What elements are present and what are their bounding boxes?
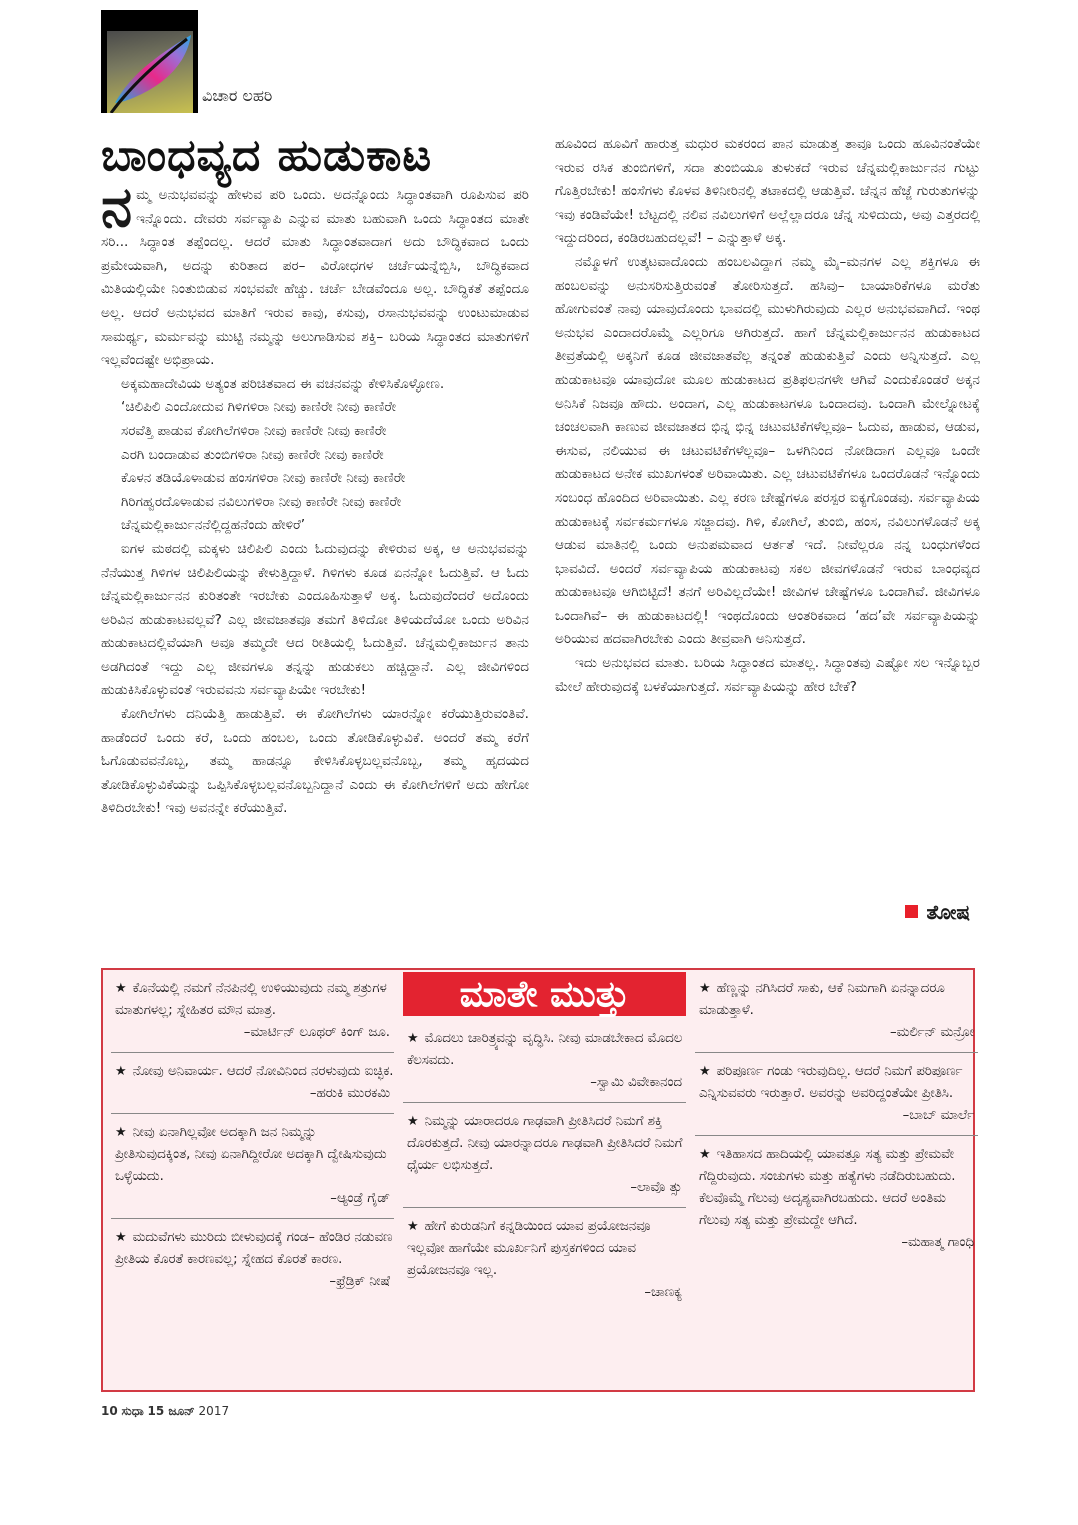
quotes-box [101, 968, 975, 1392]
quote-item: ★ ಕೊನೆಯಲ್ಲಿ ನಮಗೆ ನೆನಪಿನಲ್ಲಿ ಉಳಿಯುವುದು ನಮ್ಮ ಶತ್ರುಗಳ ಮಾತುಗಳಲ್ಲ; ಸ್ನೇಹಿತರ ಮೌನ ಮಾತ್ರ. –ಮಾರ್ಟಿನ್ ಲೂಥರ್ ಕಿಂಗ್ ಜೂ. [111, 970, 394, 1053]
star-icon: ★ [699, 1147, 711, 1162]
star-icon: ★ [699, 1064, 711, 1079]
star-icon: ★ [699, 981, 711, 996]
article-paragraph: ನಮ್ಮ ಅನುಭವವನ್ನು ಹೇಳುವ ಪರಿ ಒಂದು. ಅದನ್ನೊಂದು ಸಿದ್ಧಾಂತವಾಗಿ ರೂಪಿಸುವ ಪರಿ ಇನ್ನೊಂದು. ದೇವರು ಸರ್ವವ್ಯಾಪಿ ಎನ್ನುವ ಮಾತು ಬಹುವಾಗಿ ಒಂದು ಸಿದ್ಧಾಂತದ ಮಾತೇ ಸರಿ... ಸಿದ್ಧಾಂತ ತಪ್ಪೆಂದಲ್ಲ. ಆದರೆ ಮಾತು ಸಿದ್ಧಾಂತವಾದಾಗ ಅದು ಬೌದ್ಧಿಕವಾದ ಒಂದು ಪ್ರಮೇಯವಾಗಿ, ಅದನ್ನು ಕುರಿತಾದ ಪರ– ವಿರೋಧಗಳ ಚರ್ಚೆಯನ್ನೆಬ್ಬಿಸಿ, ಬೌದ್ಧಿಕವಾದ ಮಿತಿಯಲ್ಲಿಯೇ ನಿಂತುಬಿಡುವ ಸಂಭವವೇ ಹೆಚ್ಚು. ಚರ್ಚೆ ಬೇಡವೆಂದೂ ಅಲ್ಲ. ಬೌದ್ಧಿಕತೆ ತಪ್ಪೆಂದೂ ಅಲ್ಲ. ಆದರೆ ಅನುಭವದ ಮಾತಿಗೆ ಇರುವ ಕಾವು, ಕಸುವು, ರಸಾನುಭವವನ್ನು ಉಂಟುಮಾಡುವ ಸಾಮರ್ಥ್ಯ, ಮರ್ಮವನ್ನು ಮುಟ್ಟಿ ನಮ್ಮನ್ನು ಅಲುಗಾಡಿಸುವ ಶಕ್ತಿ– ಬರಿಯ ಸಿದ್ಧಾಂತದ ಮಾತುಗಳಿಗೆ ಇಲ್ಲವೆಂದಷ್ಟೇ ಅಭಿಪ್ರಾಯ. [101, 174, 529, 369]
quote-author: –ಮಾರ್ಟಿನ್ ಲೂಥರ್ ಕಿಂಗ್ ಜೂ. [243, 1025, 390, 1040]
quote-item: ★ ನೀವು ಏನಾಗಿಲ್ಲವೋ ಅದಕ್ಕಾಗಿ ಜನ ನಿಮ್ಮನ್ನು ಪ್ರೀತಿಸುವುದಕ್ಕಿಂತ, ನೀವು ಏನಾಗಿದ್ದೀರೋ ಅದಕ್ಕಾಗಿ ದ್ವೇಷಿಸುವುದು ಒಳ್ಳೆಯದು. –ಆ್ಯಂಡ್ರೆ ಗೈಡ್ [111, 1114, 394, 1219]
quotes-heading: ಮಾತೇ ಮುತ್ತು [403, 972, 686, 1016]
article-title: ಬಾಂಧವ್ಯದ ಹುಡುಕಾಟ [101, 130, 433, 181]
quote-item: ★ ನೋವು ಅನಿವಾರ್ಯ. ಆದರೆ ನೋವಿನಿಂದ ನರಳುವುದು ಐಚ್ಛಿಕ. –ಹರುಕಿ ಮುರಕಮಿ [111, 1053, 394, 1114]
page-footer [101, 1404, 229, 1419]
issue-year: 2017 [198, 1404, 230, 1418]
article-paragraph: ಐಗಳ ಮಠದಲ್ಲಿ ಮಕ್ಕಳು ಚಿಲಿಪಿಲಿ ಎಂದು ಓದುವುದನ್ನು ಕೇಳಿರುವ ಅಕ್ಕ, ಆ ಅನುಭವವನ್ನು ನೆನೆಯುತ್ತ ಗಿಳಿಗಳ ಚಿಲಿಪಿಲಿಯನ್ನು ಕೇಳುತ್ತಿದ್ದಾಳೆ. ಗಿಳಿಗಳು ಕೂಡ ಏನನ್ನೋ ಓದುತ್ತಿವೆ. ಆ ಓದು ಚೆನ್ನಮಲ್ಲಿಕಾರ್ಜುನನ ಕುರಿತಂತೇ ಇರಬೇಕು ಎಂದೂಹಿಸುತ್ತಾಳೆ ಅಕ್ಕ. ಓದುವುದೆಂದರೆ ಅದೊಂದು ಅರಿವಿನ ಹುಡುಕಾಟವಲ್ಲವೆ? ಎಲ್ಲ ಜೀವಜಾತವೂ ತಮಗೆ ತಿಳಿದೋ ತಿಳಿಯದೆಯೋ ಒಂದು ಅರಿವಿನ ಹುಡುಕಾಟದಲ್ಲಿವೆಯಾಗಿ ಅವೂ ತಮ್ಮದೇ ಆದ ರೀತಿಯಲ್ಲಿ ಓದುತ್ತಿವೆ. ಚೆನ್ನಮಲ್ಲಿಕಾರ್ಜುನ ತಾನು ಅಡಗಿದಂತೆ ಇದ್ದು ಎಲ್ಲ ಜೀವಗಳೂ ತನ್ನನ್ನು ಹುಡುಕಲು ಹಚ್ಚಿದ್ದಾನೆ. ಎಲ್ಲ ಜೀವಿಗಳಿಂದ ಹುಡುಕಿಸಿಕೊಳ್ಳುವಂತೆ ಇರುವವನು ಸರ್ವವ್ಯಾಪಿಯೇ ಇರಬೇಕು! [101, 540, 529, 699]
quotes-column [111, 970, 394, 1301]
verse-line: ಸರವೆತ್ತಿ ಪಾಡುವ ಕೋಗಿಲೆಗಳಿರಾ ನೀವು ಕಾಣಿರೇ ನೀವು ಕಾಣಿರೇ [121, 422, 387, 439]
star-icon: ★ [407, 1219, 419, 1234]
issue-date: 15 ಜೂನ್ [147, 1404, 195, 1418]
red-square-icon [905, 905, 918, 918]
quote-author: –ಆ್ಯಂಡ್ರೆ ಗೈಡ್ [330, 1191, 390, 1206]
article-paragraph: ಇದು ಅನುಭವದ ಮಾತು. ಬರಿಯ ಸಿದ್ಧಾಂತದ ಮಾತಲ್ಲ. ಸಿದ್ಧಾಂತವು ಎಷ್ಟೋ ಸಲ ಇನ್ನೊಬ್ಬರ ಮೇಲೆ ಹೇರುವುದಕ್ಕೆ ಬಳಕೆಯಾಗುತ್ತದೆ. ಸರ್ವವ್ಯಾಪಿಯನ್ನು ಹೇರ ಬೇಕೆ? [555, 655, 980, 695]
quote-author: –ಲಾವೊ ತ್ಸು [630, 1180, 682, 1195]
article-column-right [555, 133, 980, 699]
star-icon: ★ [115, 1230, 127, 1245]
article-column-left [101, 174, 529, 821]
quote-item: ★ ಪರಿಪೂರ್ಣ ಗಂಡು ಇರುವುದಿಲ್ಲ. ಆದರೆ ನಿಮಗೆ ಪರಿಪೂರ್ಣ ಎನ್ನಿಸುವವರು ಇರುತ್ತಾರೆ. ಅವರನ್ನು ಅವರಿದ್ದಂತೆಯೇ ಪ್ರೀತಿಸಿ. –ಬಾಬ್ ಮಾರ್ಲೆ [695, 1053, 978, 1136]
quote-item: ★ ಮೊದಲು ಚಾರಿತ್ರ್ಯವನ್ನು ವೃದ್ಧಿಸಿ. ನೀವು ಮಾಡಬೇಕಾದ ಮೊದಲ ಕೆಲಸವದು. –ಸ್ವಾಮಿ ವಿವೇಕಾನಂದ [403, 1020, 686, 1103]
quote-item: ★ ಹೆಣ್ಣನ್ನು ನಗಿಸಿದರೆ ಸಾಕು, ಆಕೆ ನಿಮಗಾಗಿ ಏನನ್ನಾದರೂ ಮಾಡುತ್ತಾಳೆ. –ಮರ್ಲಿನ್ ಮನ್ರೋ [695, 970, 978, 1053]
magazine-name: ಸುಧಾ [121, 1404, 144, 1418]
verse-line: ಕೊಳನ ತಡಿಯೊಳಾಡುವ ಹಂಸಗಳಿರಾ ನೀವು ಕಾಣಿರೇ ನೀವು ಕಾಣಿರೇ [121, 470, 406, 487]
verse-line: ಚೆನ್ನಮಲ್ಲಿಕಾರ್ಜುನನೆಲ್ಲಿದ್ದಹನೆಂದು ಹೇಳಿರೆ’ [121, 517, 306, 534]
page-number: 10 [101, 1404, 118, 1418]
quote-item: ★ ಮದುವೆಗಳು ಮುರಿದು ಬೀಳುವುದಕ್ಕೆ ಗಂಡ– ಹೆಂಡಿರ ನಡುವಣ ಪ್ರೀತಿಯ ಕೊರತೆ ಕಾರಣವಲ್ಲ; ಸ್ನೇಹದ ಕೊರತೆ ಕಾರಣ. –ಫ್ರೆಡ್ರಿಕ್ ನೀಷೆ [111, 1219, 394, 1301]
star-icon: ★ [115, 981, 127, 996]
star-icon: ★ [407, 1031, 419, 1046]
quote-author: –ಫ್ರೆಡ್ರಿಕ್ ನೀಷೆ [329, 1274, 390, 1289]
verse-line: ‘ಚಿಲಿಪಿಲಿ ಎಂದೋದುವ ಗಿಳಿಗಳಿರಾ ನೀವು ಕಾಣಿರೇ ನೀವು ಕಾಣಿರೇ [121, 399, 396, 416]
article-paragraph: ನಮ್ಮೊಳಗೆ ಉತ್ಕಟವಾದೊಂದು ಹಂಬಲವಿದ್ದಾಗ ನಮ್ಮ ಮೈ–ಮನಗಳ ಎಲ್ಲ ಶಕ್ತಿಗಳೂ ಈ ಹಂಬಲವನ್ನು ಅನುಸರಿಸುತ್ತಿರುವಂತೆ ತೋರಿಸುತ್ತದೆ. ಹಸಿವು– ಬಾಯಾರಿಕೆಗಳೂ ಮರೆತು ಹೋಗುವಂತೆ ನಾವು ಯಾವುದೊಂದು ಭಾವದಲ್ಲಿ ಮುಳುಗಿರುವುದು ಎಲ್ಲರ ಅನುಭವವಾಗಿದೆ. ಇಂಥ ಅನುಭವ ಎಂದಾದರೊಮ್ಮೆ ಎಲ್ಲರಿಗೂ ಆಗಿರುತ್ತದೆ. ಹಾಗೆ ಚೆನ್ನಮಲ್ಲಿಕಾರ್ಜುನನ ಹುಡುಕಾಟದ ತೀವ್ರತೆಯಲ್ಲಿ ಅಕ್ಕನಿಗೆ ಕೂಡ ಜೀವಜಾತವೆಲ್ಲ ತನ್ನಂತೆ ಹುಡುಕುತ್ತಿವೆ ಎಂದು ಅನ್ನಿಸುತ್ತದೆ. ಎಲ್ಲ ಹುಡುಕಾಟವೂ ಯಾವುದೋ ಮೂಲ ಹುಡುಕಾಟದ ಪ್ರತಿಫಲನಗಳೇ ಆಗಿವೆ ಎಂದುಕೊಂಡರೆ ಅಕ್ಕನ ಅನಿಸಿಕೆ ನಿಜವೂ ಹೌದು. ಅಂದಾಗ, ಎಲ್ಲ ಹುಡುಕಾಟಗಳೂ ಒಂದಾದವು. ಒಂದಾಗಿ ಮೇಲ್ನೋಟಕ್ಕೆ ಚಂಚಲವಾಗಿ ಕಾಣುವ ಜೀವಜಾತದ ಭಿನ್ನ ಭಿನ್ನ ಚಟುವಟಿಕೆಗಳೆಲ್ಲವೂ– ಓದುವ, ಹಾಡುವ, ಆಡುವ, ಈಸುವ, ನಲಿಯುವ ಈ ಚಟುವಟಿಕೆಗಳೆಲ್ಲವೂ– ಒಳಗಿನಿಂದ ನೋಡಿದಾಗ ಎಲ್ಲವೂ ಒಂದೇ ಹುಡುಕಾಟದ ಅನೇಕ ಮುಖಗಳಂತೆ ಅರಿವಾಯಿತು. ಎಲ್ಲ ಚಟುವಟಿಕೆಗಳೂ ಒಂದರೊಡನೆ ಇನ್ನೊಂದು ಸಂಬಂಧ ಹೊಂದಿದ ಅರಿವಾಯಿತು. ಎಲ್ಲ ಕರಣ ಚೇಷ್ಟೆಗಳೂ ಪರಸ್ಪರ ಐಕ್ಯಗೊಂಡವು. ಸರ್ವವ್ಯಾಪಿಯ ಹುಡುಕಾಟಕ್ಕೆ ಸರ್ವಕರ್ಮಗಳೂ ಸಜ್ಜಾದವು. ಗಿಳಿ, ಕೋಗಿಲೆ, ತುಂಬಿ, ಹಂಸ, ನವಿಲುಗಳೊಡನೆ ಅಕ್ಕ ಆಡುವ ಮಾತಿನಲ್ಲಿ ಒಂದು ಅನುಪಮವಾದ ಆರ್ತತೆ ಇದೆ. ನೀವೆಲ್ಲರೂ ನನ್ನ ಬಂಧುಗಳೆಂದ ಭಾವವಿದೆ. ಅಂದರೆ ಸರ್ವವ್ಯಾಪಿಯ ಹುಡುಕಾಟವು ಸಕಲ ಜೀವಗಳೊಡನೆ ಇರುವ ಬಾಂಧವ್ಯದ ಹುಡುಕಾಟವೂ ಆಗಿಬಿಟ್ಟಿದೆ! ತನಗೆ ಅರಿವಿಲ್ಲದೆಯೇ! ಜೀವಿಗಳ ಚೇಷ್ಟೆಗಳೂ ಒಂದಾಗಿವೆ. ಜೀವಿಗಳೂ ಒಂದಾಗಿವೆ– ಈ ಹುಡುಕಾಟದಲ್ಲಿ! ಇಂಥದೊಂದು ಆಂತರಿಕವಾದ ‘ಹದ’ವೇ ಸರ್ವವ್ಯಾಪಿಯನ್ನು ಅರಿಯುವ ಹದವಾಗಿರಬೇಕು ಎಂದು ತೀವ್ರವಾಗಿ ಅನಿಸುತ್ತದೆ. [555, 253, 980, 648]
quote-author: –ಚಾಣಕ್ಯ [644, 1285, 682, 1300]
quote-author: –ಮರ್ಲಿನ್ ಮನ್ರೋ [889, 1025, 974, 1040]
star-icon: ★ [407, 1114, 419, 1129]
quote-item: ★ ನಿಮ್ಮನ್ನು ಯಾರಾದರೂ ಗಾಢವಾಗಿ ಪ್ರೀತಿಸಿದರೆ ನಿಮಗೆ ಶಕ್ತಿ ದೊರಕುತ್ತದೆ. ನೀವು ಯಾರನ್ನಾದರೂ ಗಾಢವಾಗಿ ಪ್ರೀತಿಸಿದರೆ ನಿಮಗೆ ಧೈರ್ಯ ಲಭಿಸುತ್ತದೆ. –ಲಾವೊ ತ್ಸು [403, 1103, 686, 1208]
author-byline: ತೋಷ [905, 900, 970, 924]
star-icon: ★ [115, 1125, 127, 1140]
article-paragraph: ಹೂವಿಂದ ಹೂವಿಗೆ ಹಾರುತ್ತ ಮಧುರ ಮಕರಂದ ಪಾನ ಮಾಡುತ್ತ ತಾವೂ ಒಂದು ಹೂವಿನಂತೆಯೇ ಇರುವ ರಸಿಕ ತುಂಬಿಗಳಿಗೆ, ಸದಾ ತುಂಬಿಯೂ ತುಳುಕದೆ ಇರುವ ಚೆನ್ನಮಲ್ಲಿಕಾರ್ಜುನನ ಗುಟ್ಟು ಗೊತ್ತಿರಬೇಕು! ಹಂಸೆಗಳು ಕೊಳವ ತಿಳಿನೀರಿನಲ್ಲಿ ತಟಾಕದಲ್ಲಿ ಆಡುತ್ತಿವೆ. ಚೆನ್ನನ ಹೆಜ್ಜೆ ಗುರುತುಗಳನ್ನು ಇವು ಕಂಡಿವೆಯೇ! ಬೆಟ್ಟದಲ್ಲಿ ನಲಿವ ನವಿಲುಗಳಿಗೆ ಅಲ್ಲೆಲ್ಲಾದರೂ ಚೆನ್ನ ಸುಳಿದುದು, ಅವು ಎತ್ತರದಲ್ಲಿ ಇದ್ದುದರಿಂದ, ಕಂಡಿರಬಹುದಲ್ಲವೆ! – ಎನ್ನುತ್ತಾಳೆ ಅಕ್ಕ. [555, 136, 980, 247]
quote-author: –ಸ್ವಾಮಿ ವಿವೇಕಾನಂದ [590, 1075, 682, 1090]
verse-line: ಗಿರಿಗಹ್ವರದೊಳಾಡುವ ನವಿಲುಗಳಿರಾ ನೀವು ಕಾಣಿರೇ ನೀವು ಕಾಣಿರೇ [121, 493, 402, 510]
verse-line: ಎರಗಿ ಬಂದಾಡುವ ತುಂಬಿಗಳಿರಾ ನೀವು ಕಾಣಿರೇ ನೀವು ಕಾಣಿರೇ [121, 446, 384, 463]
feather-logo [101, 10, 198, 113]
article-paragraph: ಕೋಗಿಲೆಗಳು ದನಿಯೆತ್ತಿ ಹಾಡುತ್ತಿವೆ. ಈ ಕೋಗಿಲೆಗಳು ಯಾರನ್ನೋ ಕರೆಯುತ್ತಿರುವಂತಿವೆ. ಹಾಡೆಂದರೆ ಒಂದು ಕರೆ, ಒಂದು ಹಂಬಲ, ಒಂದು ತೋಡಿಕೊಳ್ಳುವಿಕೆ. ಅಂದರೆ ತಮ್ಮ ಕರೆಗೆ ಓಗೊಡುವವನೊಬ್ಬ, ತಮ್ಮ ಹಾಡನ್ನೂ ಕೇಳಿಸಿಕೊಳ್ಳಬಲ್ಲವನೊಬ್ಬ, ತಮ್ಮ ಹೃದಯದ ತೋಡಿಕೊಳ್ಳುವಿಕೆಯನ್ನು ಒಪ್ಪಿಸಿಕೊಳ್ಳಬಲ್ಲವನೊಬ್ಬನಿದ್ದಾನೆ ಎಂದು ಈ ಕೋಗಿಲೆಗಳಿಗೆ ಅದು ಹೇಗೋ ತಿಳಿದಿರಬೇಕು! ಇವು ಅವನನ್ನೇ ಕರೆಯುತ್ತಿವೆ. [101, 706, 529, 817]
star-icon: ★ [115, 1064, 127, 1079]
quotes-column [695, 970, 978, 1262]
quotes-column [403, 970, 686, 1312]
quote-author: –ಹರುಕಿ ಮುರಕಮಿ [309, 1086, 390, 1101]
section-label: ವಿಚಾರ ಲಹರಿ [202, 86, 273, 105]
quote-author: –ಬಾಬ್ ಮಾರ್ಲೆ [902, 1108, 974, 1123]
article-paragraph: ಅಕ್ಕಮಹಾದೇವಿಯ ಅತ್ಯಂತ ಪರಿಚಿತವಾದ ಈ ವಚನವನ್ನು ಕೇಳಿಸಿಕೊಳ್ಳೋಣ. [121, 375, 445, 392]
quote-author: –ಮಹಾತ್ಮ ಗಾಂಧಿ [901, 1235, 974, 1250]
feather-icon [107, 31, 193, 113]
quote-item: ★ ಹೇಗೆ ಕುರುಡನಿಗೆ ಕನ್ನಡಿಯಿಂದ ಯಾವ ಪ್ರಯೋಜನವೂ ಇಲ್ಲವೋ ಹಾಗೆಯೇ ಮೂರ್ಖನಿಗೆ ಪುಸ್ತಕಗಳಿಂದ ಯಾವ ಪ್ರಯೋಜನವೂ ಇಲ್ಲ. –ಚಾಣಕ್ಯ [403, 1208, 686, 1312]
quote-item: ★ ಇತಿಹಾಸದ ಹಾದಿಯಲ್ಲಿ ಯಾವತ್ತೂ ಸತ್ಯ ಮತ್ತು ಪ್ರೇಮವೇ ಗೆದ್ದಿರುವುದು. ಸಂಚುಗಳು ಮತ್ತು ಹತ್ಯೆಗಳು ನಡೆದಿರುಬಹುದು. ಕೆಲವೊಮ್ಮೆ ಗೆಲುವು ಅದೃಶ್ಯವಾಗಿರಬಹುದು. ಆದರೆ ಅಂತಿಮ ಗೆಲುವು ಸತ್ಯ ಮತ್ತು ಪ್ರೇಮದ್ದೇ ಆಗಿದೆ. –ಮಹಾತ್ಮ ಗಾಂಧಿ [695, 1136, 978, 1262]
drop-cap: ನ [101, 174, 133, 240]
